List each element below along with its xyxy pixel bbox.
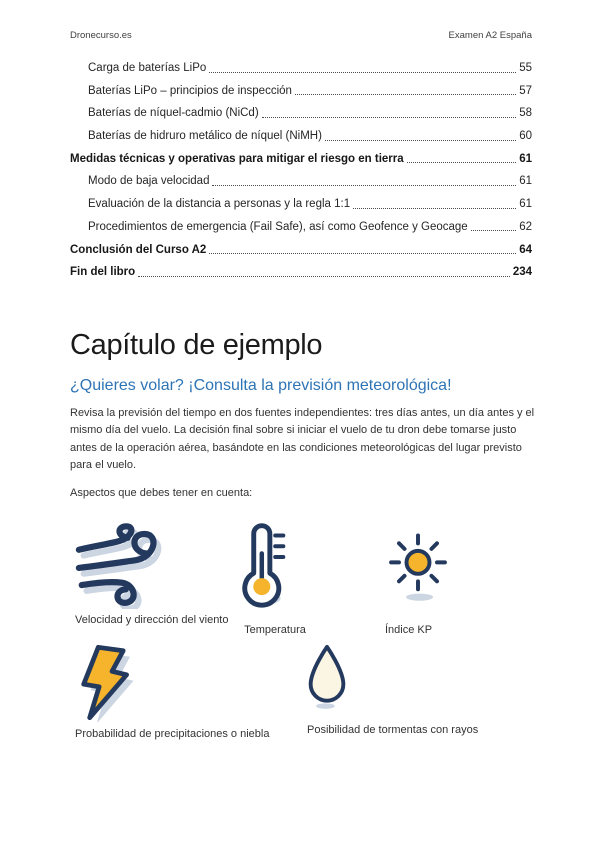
toc-entry[interactable]	[70, 222, 532, 234]
aspect-label-kp-index: Índice KP	[385, 624, 433, 637]
sun-icon	[380, 529, 456, 607]
toc-page-number: 61	[519, 198, 532, 211]
lightning-bolt-icon	[75, 643, 137, 727]
toc-entry-label: Evaluación de la distancia a personas y la regla 1:1	[88, 198, 351, 211]
toc-entry-section[interactable]	[70, 245, 532, 257]
weather-aspects-grid	[70, 499, 532, 749]
toc-dot-leader	[471, 230, 517, 231]
table-of-contents	[70, 63, 532, 279]
toc-entry-label: Procedimientos de emergencia (Fail Safe), así como Geofence y Geocage	[88, 220, 468, 233]
wind-icon	[72, 523, 168, 614]
toc-entry-label: Baterías LiPo – principios de inspección	[88, 84, 292, 97]
toc-dot-leader	[295, 94, 516, 95]
toc-dot-leader	[353, 208, 516, 209]
toc-page-number: 61	[519, 152, 532, 165]
toc-dot-leader	[325, 140, 516, 141]
toc-entry[interactable]	[70, 108, 532, 120]
aspect-label-storms: Posibilidad de tormentas con rayos	[307, 724, 479, 737]
toc-page-number: 62	[519, 220, 532, 233]
chapter-title: Capítulo de ejemplo	[70, 328, 323, 361]
toc-entry-label: Medidas técnicas y operativas para mitigar el riesgo en tierra	[70, 152, 404, 165]
toc-page-number: 58	[519, 107, 532, 120]
toc-page-number: 234	[512, 266, 532, 279]
toc-entry-label: Baterías de hidruro metálico de níquel (NiMH)	[88, 130, 322, 143]
toc-entry-label: Conclusión del Curso A2	[70, 243, 207, 256]
toc-page-number: 61	[519, 175, 532, 188]
toc-entry[interactable]	[70, 63, 532, 75]
toc-page-number: 60	[519, 130, 532, 143]
toc-entry-label: Modo de baja velocidad	[88, 175, 210, 188]
section-heading: ¿Quieres volar? ¡Consulta la previsión meteorológica!	[70, 376, 452, 394]
toc-entry[interactable]	[70, 176, 532, 188]
toc-entry-section[interactable]	[70, 154, 532, 166]
aspects-intro-text: Aspectos que debes tener en cuenta:	[70, 487, 253, 500]
header-site-name: Dronecurso.es	[70, 30, 132, 41]
aspect-label-temperature: Temperatura	[244, 624, 306, 637]
toc-entry-label: Baterías de níquel-cadmio (NiCd)	[88, 107, 259, 120]
toc-entry[interactable]	[70, 86, 532, 98]
water-drop-icon	[302, 643, 352, 715]
thermometer-icon	[233, 523, 287, 614]
toc-dot-leader	[262, 117, 517, 118]
aspect-label-precipitation: Probabilidad de precipitaciones o niebla	[75, 728, 270, 741]
toc-entry[interactable]	[70, 131, 532, 143]
toc-dot-leader	[209, 72, 516, 73]
page-header	[70, 30, 532, 41]
toc-dot-leader	[407, 162, 517, 163]
toc-entry-label: Carga de baterías LiPo	[88, 62, 207, 74]
toc-page-number: 57	[519, 84, 532, 97]
toc-page-number: 64	[519, 243, 532, 256]
toc-dot-leader	[138, 276, 510, 277]
toc-dot-leader	[209, 253, 516, 254]
aspect-label-wind: Velocidad y dirección del viento	[75, 614, 229, 627]
toc-entry-section[interactable]	[70, 267, 532, 279]
toc-dot-leader	[212, 185, 516, 186]
toc-entry[interactable]	[70, 199, 532, 211]
body-paragraph: Revisa la previsión del tiempo en dos fuentes independientes: tres días antes, un día antes y el mismo día del vuelo. La decisión final sobre si iniciar el vuelo de tu dron debe tomarse justo antes de la operación aérea, basándote en las condiciones meteorológicas del lugar previsto para el vuelo.	[70, 406, 535, 471]
toc-entry-label: Fin del libro	[70, 266, 136, 279]
header-exam-name: Examen A2 España	[448, 30, 532, 41]
toc-page-number: 55	[519, 62, 532, 74]
